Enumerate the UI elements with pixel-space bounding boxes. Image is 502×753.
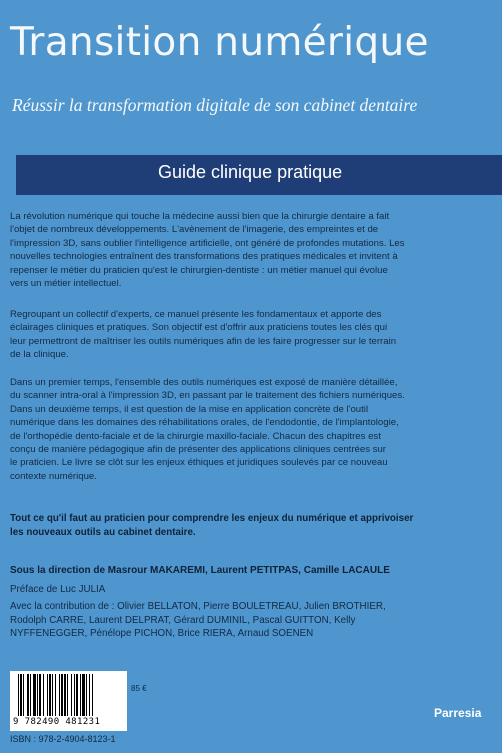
barcode-bar: [37, 674, 38, 716]
barcode-number: 9 782490 481231: [13, 717, 101, 727]
book-title: Transition numérique: [10, 20, 429, 65]
barcode-bar: [74, 674, 75, 716]
highlight-statement: Tout ce qu'il faut au praticien pour comprendre les enjeux du numérique et apprivoiser les nouveaux outils au cabinet dentaire.: [10, 513, 414, 538]
barcode-bar: [82, 674, 85, 716]
guide-band-label: Guide clinique pratique: [158, 162, 343, 182]
price-label: 85 €: [131, 684, 147, 693]
barcode-bar: [20, 674, 22, 716]
barcode-bar: [55, 674, 56, 716]
barcode-bar: [23, 674, 24, 716]
publisher-logo: Parresia: [434, 706, 482, 720]
preface-line: Préface de Luc JULIA: [10, 584, 106, 595]
barcode-bar: [64, 674, 66, 716]
barcode-bar: [76, 674, 78, 716]
barcode-bars: [16, 674, 122, 718]
barcode-bar: [33, 674, 36, 716]
barcode-bar: [49, 674, 51, 716]
barcode-bar: [71, 674, 72, 716]
barcode-bar: [39, 674, 41, 716]
barcode-bar: [27, 674, 29, 716]
book-subtitle: Réussir la transformation digitale de son cabinet dentaire: [12, 95, 418, 115]
barcode-bar: [61, 674, 63, 716]
barcode-bar: [89, 674, 90, 716]
barcode-bar: [92, 674, 93, 716]
isbn-label: ISBN : 978-2-4904-8123-1: [10, 734, 116, 744]
summary-paragraph-3: Dans un premier temps, l'ensemble des outils numériques est exposé de manière détaillée, du scanner intra-oral à l'impression 3D, en passant par le traitement des fichiers numériques. Dans un deuxième temps, il est question de la mise en application concrète de l'outil numérique dans les domaines des réhabilitations orales, de l'endodontie, de l'implantologie, de l'orthopédie dento-faciale et de la chirurgie maxillo-faciale. Chacun des chapitres est conçu de manière pédagogique afin de présenter des applications cliniques centrées sur le praticien. Le livre se clôt sur les enjeux éthiques et juridiques soulevés par ce nouveau contexte numérique.: [10, 377, 405, 482]
barcode-bar: [59, 674, 60, 716]
barcode-bar: [18, 674, 19, 716]
summary-paragraph-2: Regroupant un collectif d'experts, ce manuel présente les fondamentaux et apporte des éclairages cliniques et pratiques. Son objectif est d'offrir aux praticiens toutes les clés qui leur permettront de maîtriser les outils numériques afin de les faire progresser sur le terrain de la clinique.: [10, 309, 397, 361]
contributors-list: Avec la contribution de : Olivier BELLATON, Pierre BOULETREAU, Julien BROTHIER, Rodolph CARRE, Laurent DELPRAT, Gérard DUMINIL, Pascal GUITTON, Kelly NYFFENEGGER, Pénélope PICHON, Brice RIERA, Arnaud SOENEN: [10, 601, 386, 640]
barcode-bar: [30, 674, 31, 716]
barcode-bar: [80, 674, 81, 716]
editors-line: Sous la direction de Masrour MAKAREMI, Laurent PETITPAS, Camille LACAULE: [10, 565, 390, 576]
barcode-bar: [52, 674, 53, 716]
barcode-bar: [43, 674, 44, 716]
summary-paragraph-1: La révolution numérique qui touche la médecine aussi bien que la chirurgie dentaire a fait l'objet de nombreux développements. L'avènement de l'imagerie, des empreintes et de l'impression 3D, sans oublier l'intelligence artificielle, ont généré de profondes mutations. Les nouvelles technologies entraînent des transformations des pratiques médicales et invitent à repenser le métier du praticien qu'est le chirurgien-dentiste : un métier manuel qui évolue vers un métier intellectuel.: [10, 211, 405, 290]
barcode-bar: [47, 674, 48, 716]
barcode: [10, 671, 127, 731]
barcode-bar: [67, 674, 68, 716]
barcode-bar: [86, 674, 87, 716]
